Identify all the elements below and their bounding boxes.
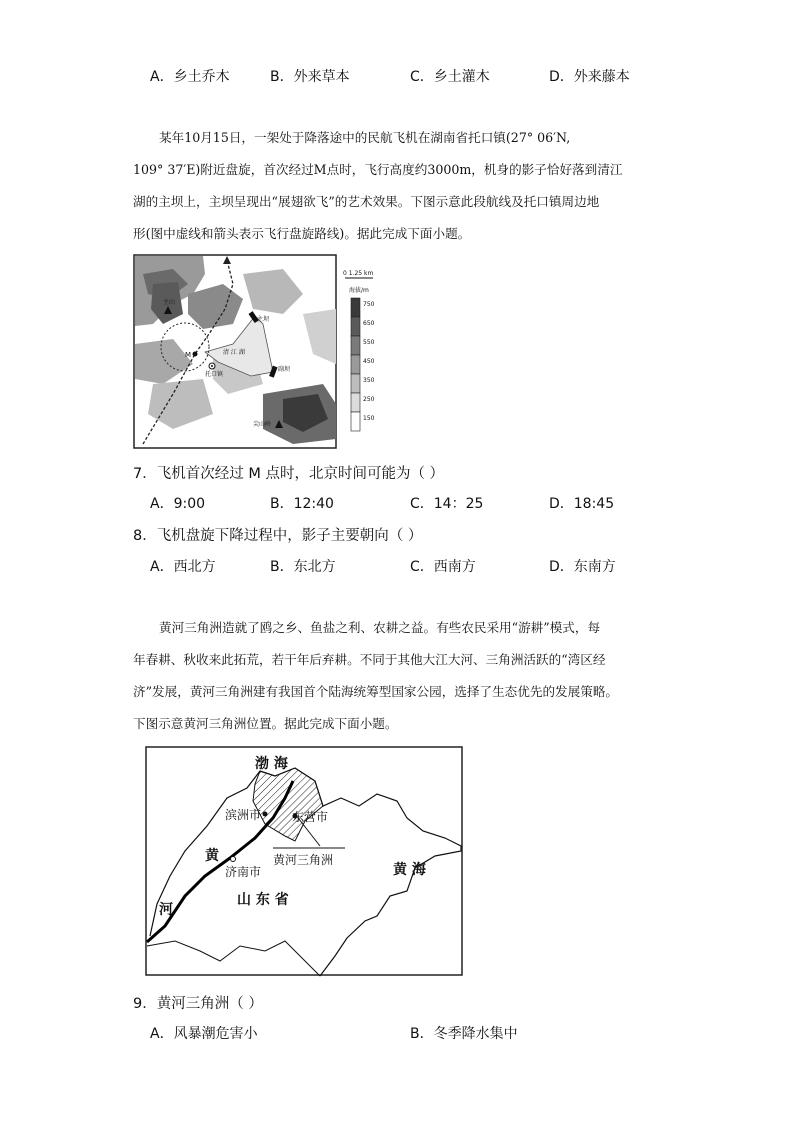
sub-dam-label: 副坝 — [278, 366, 291, 373]
legend-swatch — [351, 317, 360, 336]
q7-option-c: C．14：25 — [410, 496, 484, 512]
elevation-legend — [351, 298, 375, 431]
q8-option-c: C．西南方 — [410, 559, 476, 575]
q9-option-a: A．风暴潮危害小 — [150, 1026, 258, 1042]
legend-swatch — [351, 298, 360, 317]
legend-swatch — [351, 355, 360, 374]
scale-label: 0 1.25 km — [343, 270, 374, 277]
province-label: 山 东 省 — [237, 892, 289, 908]
q8-option-a: A．西北方 — [150, 559, 216, 575]
q6-option-c: C．乡土灌木 — [410, 69, 490, 85]
lake-label: 清 江 湖 — [223, 349, 245, 356]
legend-value: 550 — [363, 339, 375, 346]
passage-1-line: 形(图中虚线和箭头表示飞行盘旋路线)。据此完成下面小题。 — [133, 226, 471, 241]
jinan-marker — [231, 857, 236, 862]
town-label: 托口镇 — [205, 371, 224, 378]
peak-left-label: 主山 — [163, 299, 176, 306]
q6-option-a: A．乡土乔木 — [150, 69, 230, 85]
q7-option-a: A．9:00 — [150, 496, 206, 512]
legend-title: 海拔/m — [349, 287, 369, 294]
passage-1-line: 109° 37′E)附近盘旋，首次经过M点时，飞行高度约3000m，机身的影子恰好落到清江 — [133, 162, 623, 177]
binzhou-label: 滨洲市 — [225, 808, 262, 822]
yellow-sea-label: 黄 海 — [393, 862, 426, 878]
dongying-label: 东营市 — [292, 810, 329, 824]
main-dam-label: 主坝 — [257, 316, 270, 323]
passage-2-line: 下图示意黄河三角洲位置。据此完成下面小题。 — [133, 716, 398, 731]
bohai-label: 渤 海 — [255, 756, 288, 772]
legend-swatch — [351, 412, 360, 431]
huang-label: 黄 — [205, 848, 219, 864]
legend-value: 450 — [363, 358, 375, 365]
legend-swatch — [351, 336, 360, 355]
q9-stem: 9．黄河三角洲（ ） — [133, 996, 263, 1012]
q7-option-b: B．12:40 — [270, 496, 334, 512]
legend-swatch — [351, 393, 360, 412]
he-label: 河 — [159, 902, 173, 918]
passage-1-line: 湖的主坝上，主坝呈现出“展翅欲飞”的艺术效果。下图示意此段航线及托口镇周边地 — [133, 194, 600, 209]
delta-label: 黄河三角洲 — [273, 853, 334, 867]
passage-1-line: 某年10月15日，一架处于降落途中的民航飞机在湖南省托口镇(27° 06′N, — [159, 130, 571, 145]
passage-1 — [133, 122, 663, 250]
legend-value: 350 — [363, 377, 375, 384]
q6-option-d: D．外来藤本 — [549, 69, 630, 85]
passage-2-line: 济”发展，黄河三角洲建有我国首个陆海统筹型国家公园，选择了生态优先的发展策略。 — [133, 684, 619, 699]
point-m — [193, 352, 198, 357]
legend-value: 650 — [363, 320, 375, 327]
q7-option-d: D．18:45 — [549, 496, 615, 512]
jinan-label: 济南市 — [225, 865, 262, 879]
legend-value: 750 — [363, 301, 375, 308]
passage-2-line: 黄河三角洲造就了鸥之乡、鱼盐之利、农耕之益。有些农民采用“游耕”模式，每 — [159, 620, 601, 635]
peak-bottom-label: 尖山岭 — [253, 421, 272, 428]
point-m-label: M — [185, 351, 192, 359]
passage-2-line: 年春耕、秋收来此拓荒，若干年后弃耕。不同于其他大江大河、三角洲活跃的“湾区经 — [133, 652, 606, 667]
q8-option-d: D．东南方 — [549, 559, 616, 575]
q7-stem: 7．飞机首次经过 M 点时，北京时间可能为（ ） — [133, 466, 445, 482]
legend-swatch — [351, 374, 360, 393]
passage-2 — [133, 612, 663, 740]
topographic-map — [133, 254, 393, 450]
q8-stem: 8．飞机盘旋下降过程中，影子主要朝向（ ） — [133, 528, 423, 544]
yellow-river-delta-map — [145, 746, 465, 978]
binzhou-marker — [263, 812, 268, 817]
q8-option-b: B．东北方 — [270, 559, 336, 575]
legend-value: 150 — [363, 415, 375, 422]
q6-option-b: B．外来草本 — [270, 69, 350, 85]
legend-value: 250 — [363, 396, 375, 403]
q9-option-b: B．冬季降水集中 — [410, 1026, 518, 1042]
